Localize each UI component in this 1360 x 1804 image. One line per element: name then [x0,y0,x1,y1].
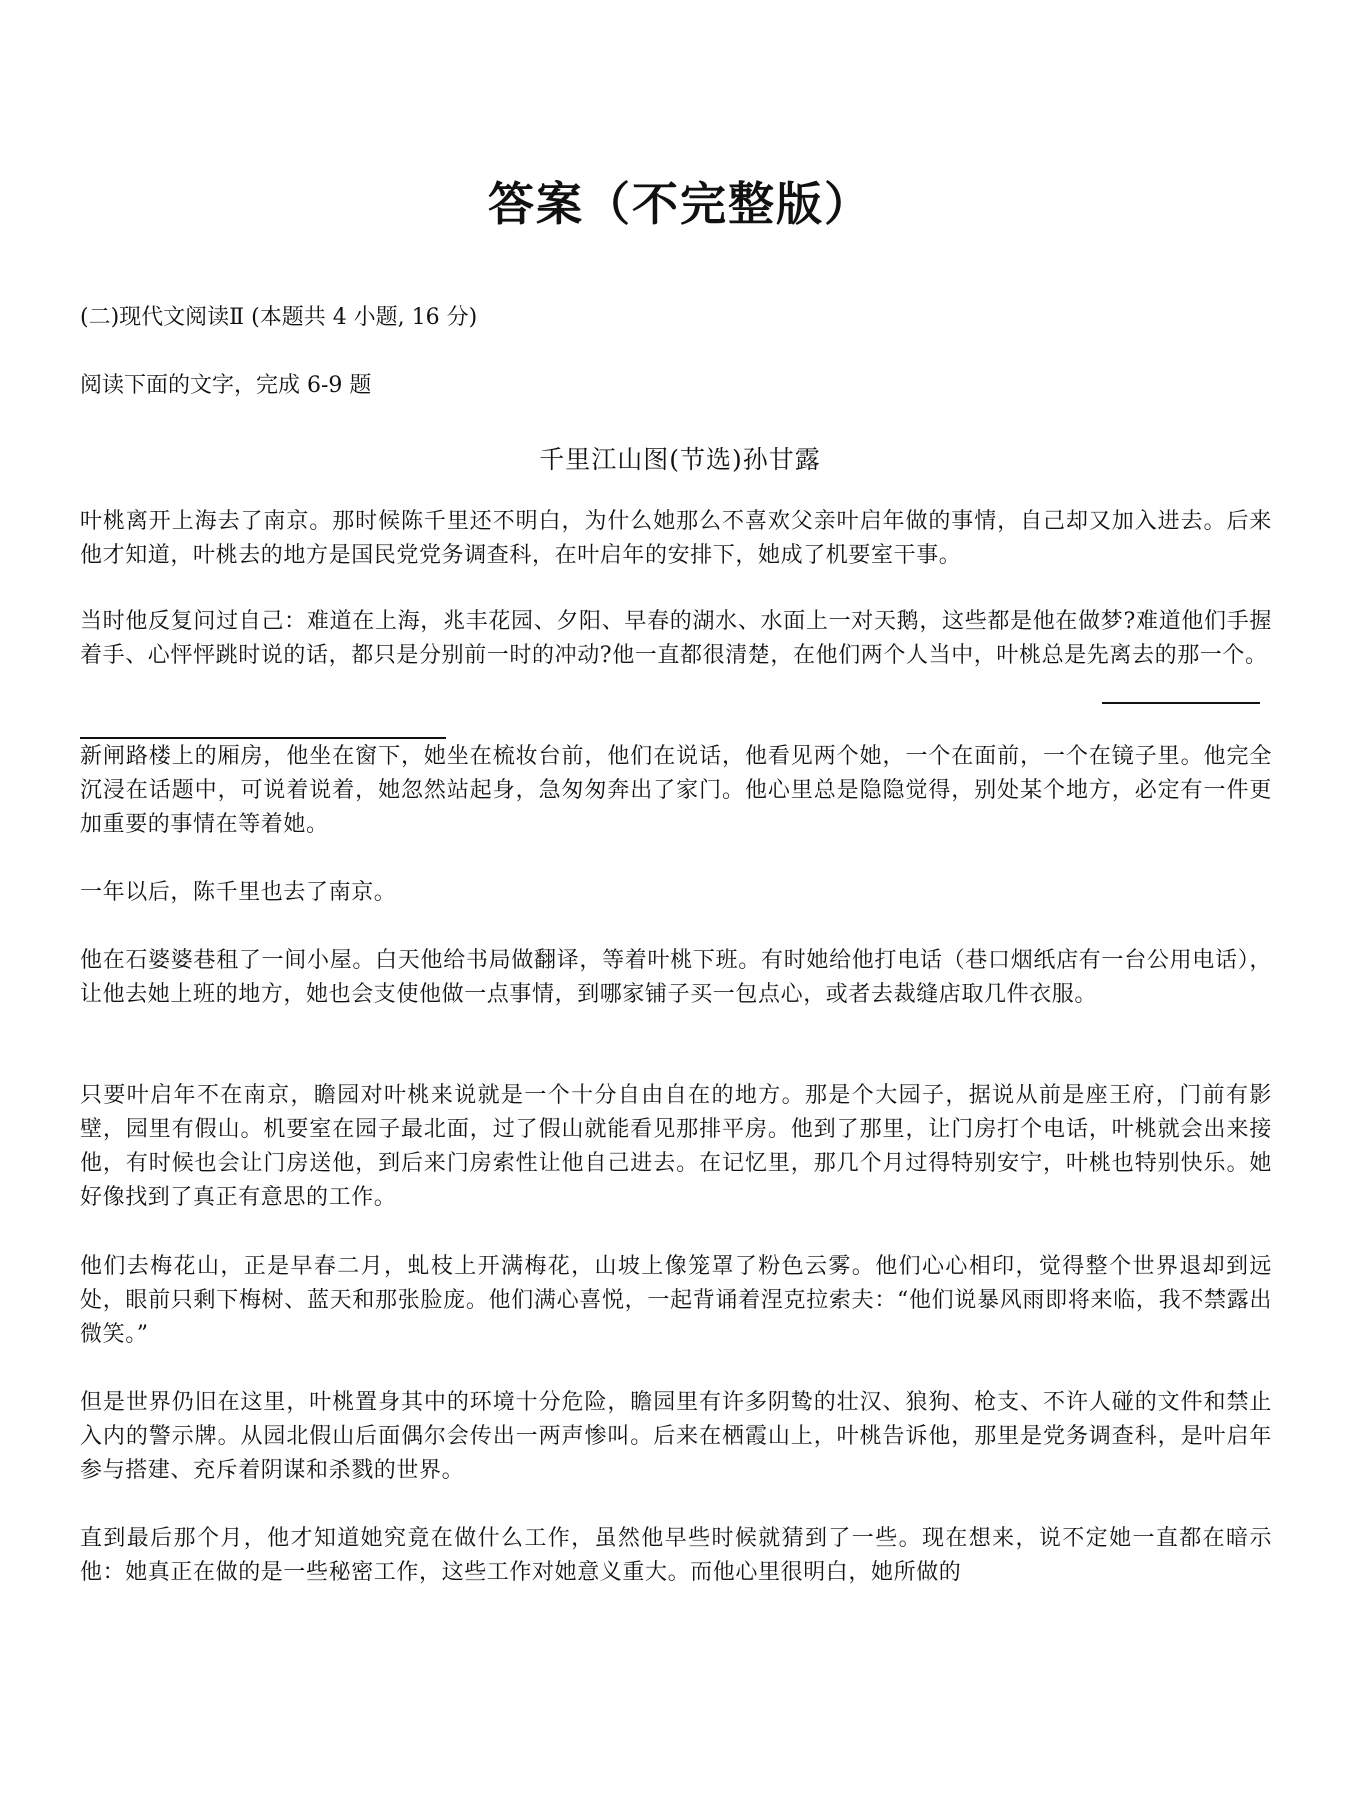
paragraph-8: 但是世界仍旧在这里，叶桃置身其中的环境十分危险，瞻园里有许多阴鸷的壮汉、狼狗、枪支、不许人碰的文件和禁止入内的警示牌。从园北假山后面偶尔会传出一两声惨叫。后来在栖霞山上，叶桃告诉他，那里是党务调查科，是叶启年参与搭建、充斥着阴谋和杀戮的世界。 [80,1390,1272,1483]
blank-underline-right [1102,702,1260,704]
paragraph-5: 他在石婆婆巷租了一间小屋。白天他给书局做翻译，等着叶桃下班。有时她给他打电话（巷口烟纸店有一台公用电话），让他去她上班的地方，她也会支使他做一点事情，到哪家铺子买一包点心，或者去裁缝店取几件衣服。 [80,948,1272,1007]
blank-underline-left [80,737,446,739]
page-title: 答案（不完整版） [488,177,872,231]
paragraph-1: 叶桃离开上海去了南京。那时候陈千里还不明白，为什么她那么不喜欢父亲叶启年做的事情，自己却又加入进去。后来他才知道，叶桃去的地方是国民党党务调查科，在叶启年的安排下，她成了机要室干事。 [80,509,1272,568]
paragraph-6: 只要叶启年不在南京，瞻园对叶桃来说就是一个十分自由自在的地方。那是个大园子，据说从前是座王府，门前有影壁，园里有假山。机要室在园子最北面，过了假山就能看见那排平房。他到了那里，让门房打个电话，叶桃就会出来接他，有时候也会让门房送他，到后来门房索性让他自己进去。在记忆里，那几个月过得特别安宁，叶桃也特别快乐。她好像找到了真正有意思的工作。 [80,1083,1272,1210]
reading-instruction: 阅读下面的文字，完成 6-9 题 [80,373,372,398]
paragraph-9: 直到最后那个月，他才知道她究竟在做什么工作，虽然他早些时候就猜到了一些。现在想来，说不定她一直都在暗示他：她真正在做的是一些秘密工作，这些工作对她意义重大。而他心里很明白，她所做的 [80,1526,1272,1585]
paragraph-3: 新闸路楼上的厢房，他坐在窗下，她坐在梳妆台前，他们在说话，他看见两个她，一个在面前，一个在镜子里。他完全沉浸在话题中，可说着说着，她忽然站起身，急匆匆奔出了家门。他心里总是隐隐觉得，别处某个地方，必定有一件更加重要的事情在等着她。 [80,744,1272,837]
paragraph-2: 当时他反复问过自己：难道在上海，兆丰花园、夕阳、早春的湖水、水面上一对天鹅，这些都是他在做梦?难道他们手握着手、心怦怦跳时说的话，都只是分别前一时的冲动?他一直都很清楚，在他们两个人当中，叶桃总是先离去的那一个。 [80,609,1272,668]
paragraph-7: 他们去梅花山，正是早春二月，虬枝上开满梅花，山坡上像笼罩了粉色云雾。他们心心相印，觉得整个世界退却到远处，眼前只剩下梅树、蓝天和那张脸庞。他们满心喜悦，一起背诵着涅克拉索夫：“他们说暴风雨即将来临，我不禁露出微笑。” [80,1254,1272,1347]
paragraph-4: 一年以后，陈千里也去了南京。 [80,880,397,905]
passage-title: 千里江山图(节选)孙甘露 [539,445,821,474]
section-heading: (二)现代文阅读Ⅱ (本题共 4 小题, 16 分) [80,305,478,330]
